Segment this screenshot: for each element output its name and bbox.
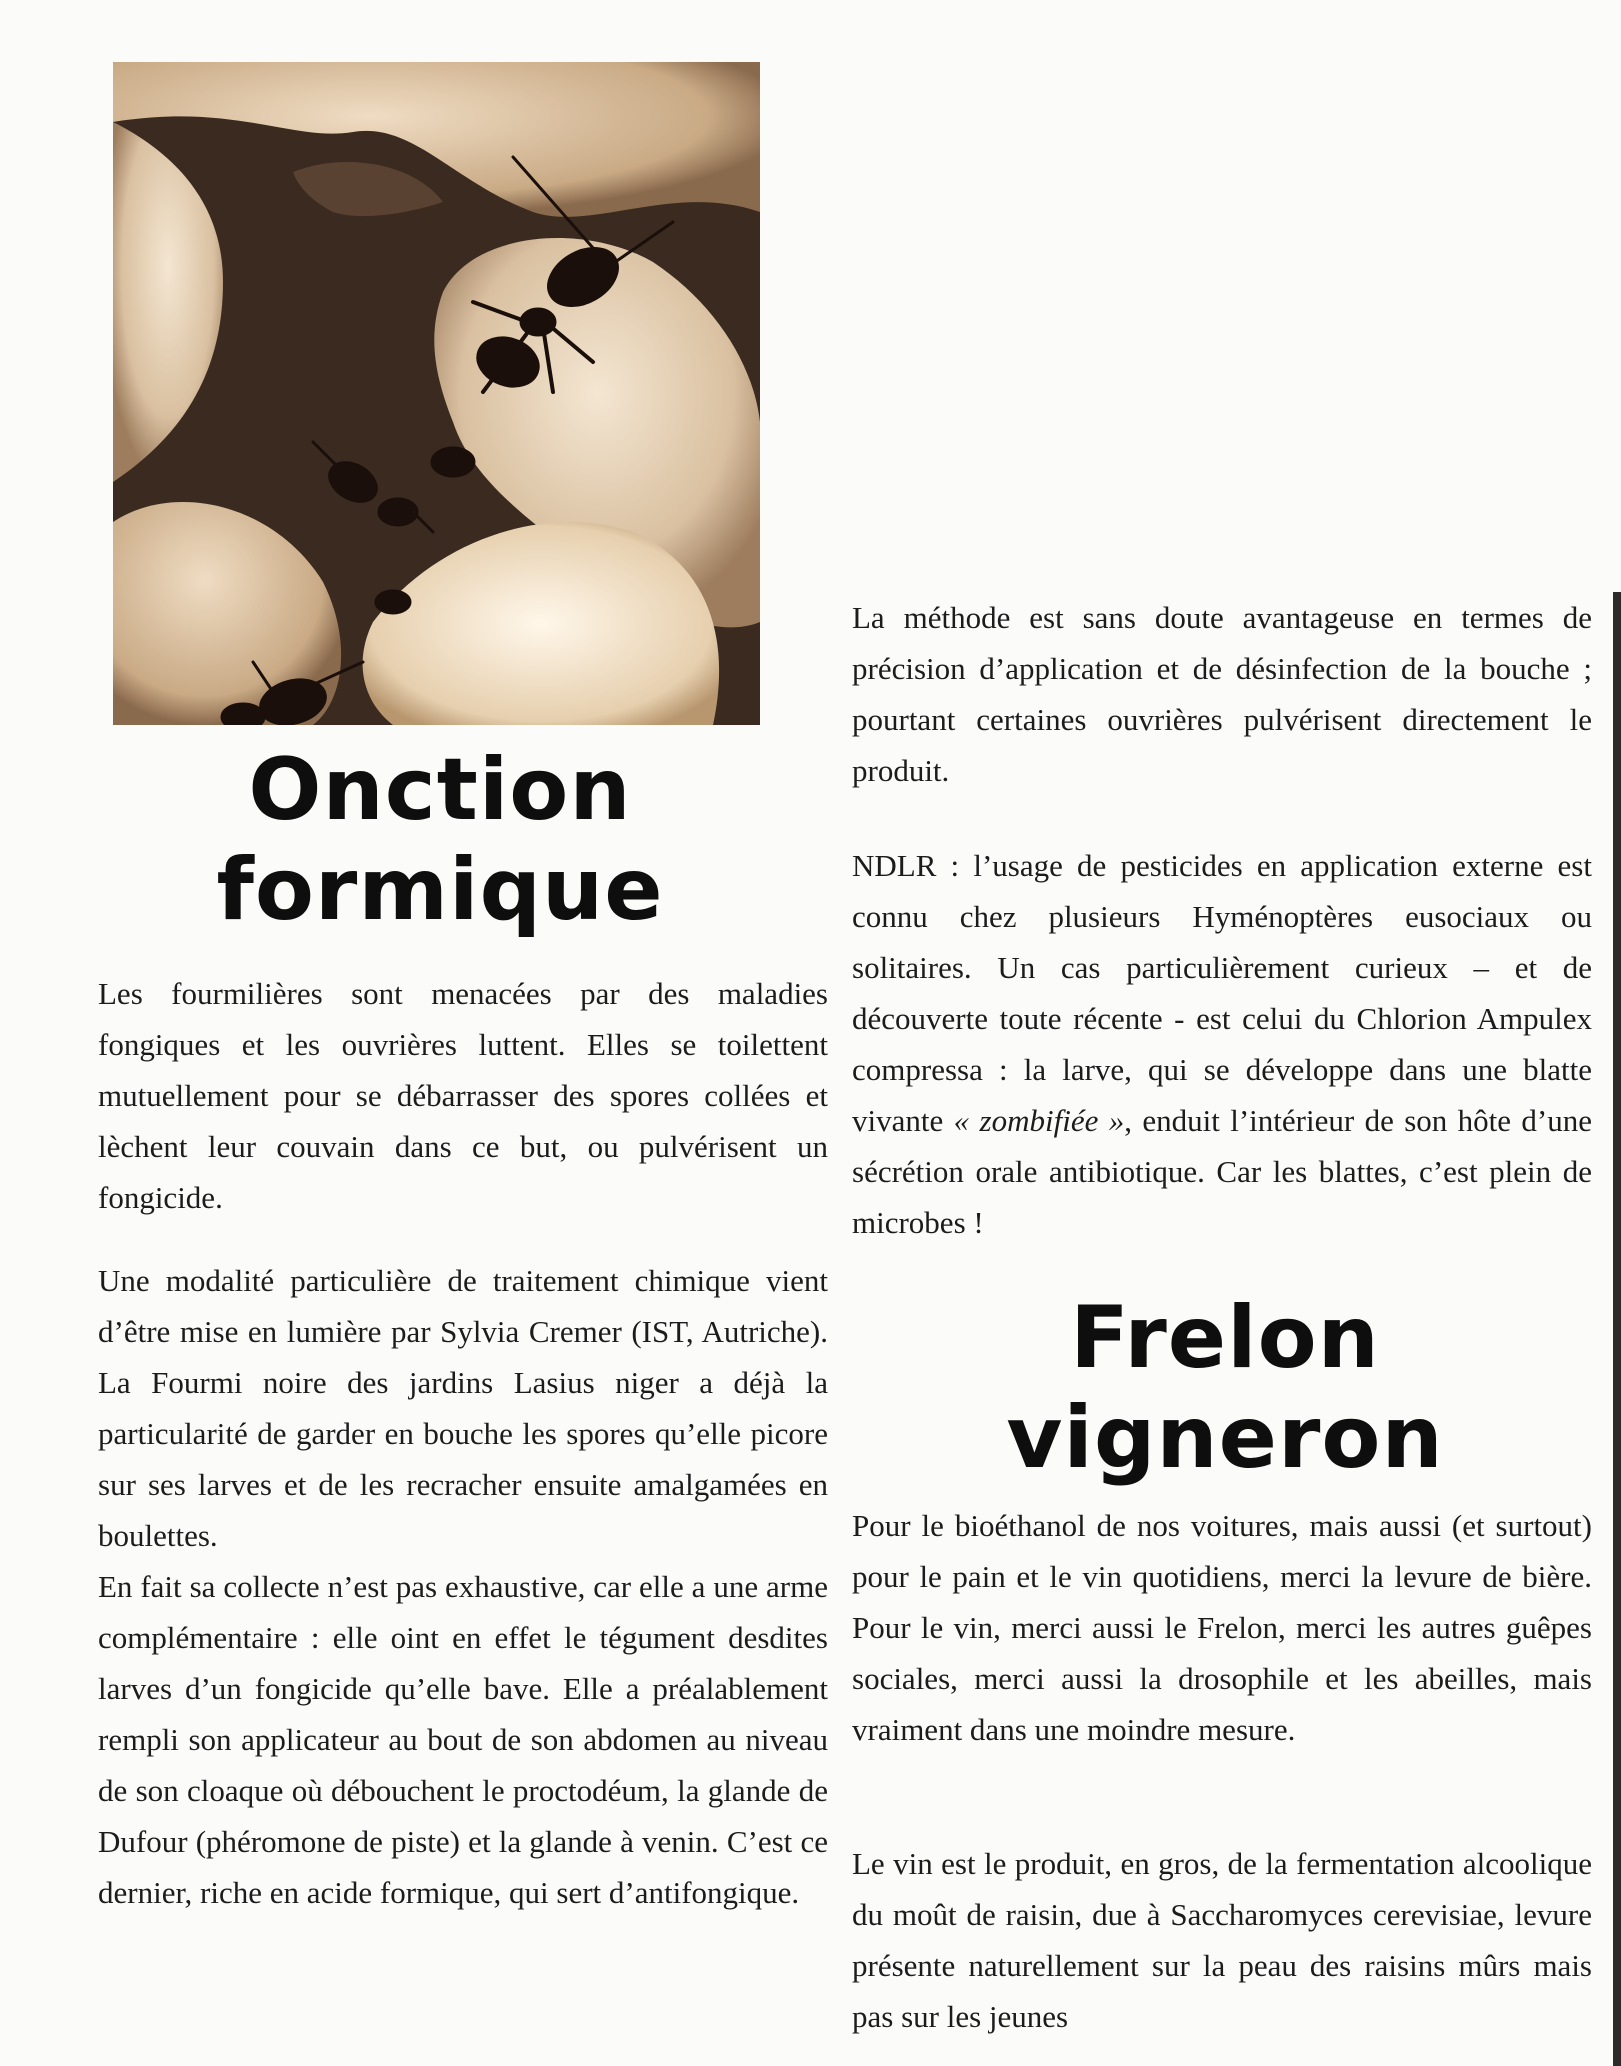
article1-paragraph-1: Les fourmilières sont menacées par des maladies fongiques et les ouvrières luttent. Elles se toilettent mutuellement pour se débarrasser des spores collées et lèchent leur couvain dans ce but, ou pulvérisent un fongicide. xyxy=(98,976,828,1215)
title-line: Frelon xyxy=(1070,1288,1380,1388)
article2-paragraph-1: Pour le bioéthanol de nos voitures, mais aussi (et surtout) pour le pain et le vin quotidiens, merci la levure de bière. Pour le vin, merci aussi le Frelon, merci les autres guêpes sociales, merci aussi la drosophile et les abeilles, mais vraiment dans une moindre mesure. xyxy=(852,1508,1592,1747)
title-line: Onction xyxy=(248,740,632,840)
article-title-frelon-vigneron xyxy=(975,1288,1475,1488)
article1-paragraph-4: La méthode est sans doute avantageuse en termes de précision d’application et de désinfection de la bouche ; pourtant certaines ouvrières pulvérisent directement le produit. xyxy=(852,600,1592,788)
article-title-onction-formique xyxy=(180,740,700,940)
ant-nest-photo xyxy=(113,62,760,725)
title-line: vigneron xyxy=(1006,1388,1444,1488)
ndlr-text: NDLR : l’usage de pesticides en application externe est connu chez plusieurs Hyménoptères eusociaux ou solitaires. Un cas particulièrement curieux – et de découverte toute récente - est celui du Chlorion Ampulex compressa : la larve, qui se développe dans une blatte vivante xyxy=(852,848,1592,1138)
article1-paragraph-3: En fait sa collecte n’est pas exhaustive, car elle a une arme complémentaire : elle oint en effet le tégument desdites larves d’un fongicide qu’elle bave. Elle a préalablement rempli son applicateur au bout de son abdomen au niveau de son cloaque où débouchent le proctodéum, la glande de Dufour (phéromone de piste) et la glande à venin. C’est ce dernier, riche en acide formique, qui sert d’antifongique. xyxy=(98,1569,828,1910)
ndlr-text-end: , enduit l’intérieur de son hôte d’une sécrétion orale antibiotique. Car les blattes, c’est plein de microbes ! xyxy=(852,1103,1593,1240)
article1-paragraph-2: Une modalité particulière de traitement chimique vient d’être mise en lumière par Sylvia Cremer (IST, Autriche). La Fourmi noire des jardins Lasius niger a déjà la particularité de garder en bouche les spores qu’elle picore sur ses larves et de les recracher ensuite amalgamées en boulettes. xyxy=(98,1263,828,1553)
article2-paragraph-2: Le vin est le produit, en gros, de la fermentation alcoolique du moût de raisin, due à Saccharomyces cerevisiae, levure présente naturellement sur la peau des raisins mûrs mais pas sur les jeunes xyxy=(852,1846,1592,2034)
ndlr-italic-quote: « zombifiée » xyxy=(953,1103,1125,1138)
title-line: formique xyxy=(216,840,664,940)
ants-on-rocks-illustration xyxy=(113,62,760,725)
page-edge-bar xyxy=(1613,592,1621,2066)
article1-ndlr-paragraph xyxy=(852,840,1592,1248)
